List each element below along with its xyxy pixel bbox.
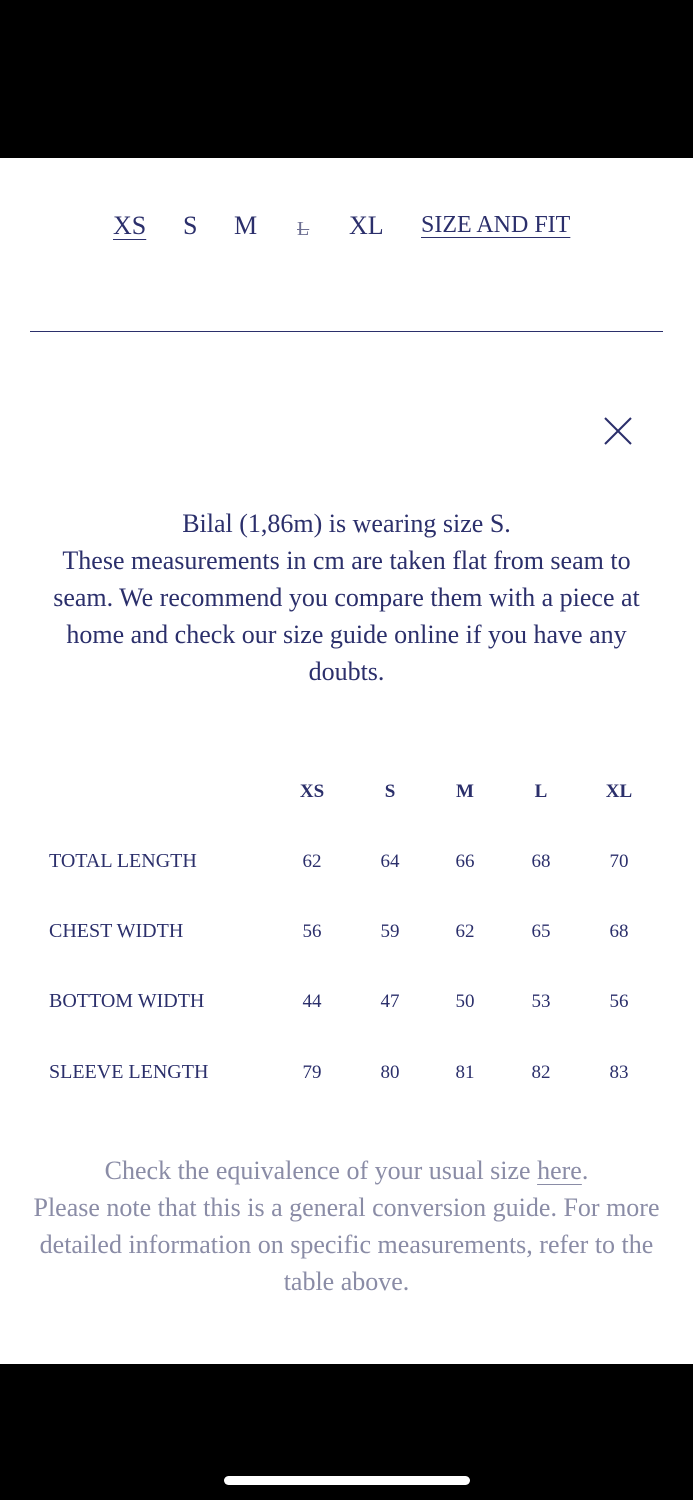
table-cell: 81 xyxy=(455,1062,475,1083)
table-cell: 53 xyxy=(531,991,551,1012)
table-cell: 68 xyxy=(609,921,629,942)
table-cell: 47 xyxy=(380,991,400,1012)
row-label-sleeve-length: SLEEVE LENGTH xyxy=(49,1061,209,1083)
close-icon xyxy=(602,415,634,447)
table-header-l: L xyxy=(534,781,548,802)
table-header-s: S xyxy=(384,781,396,802)
equivalence-text: Check the equivalence of your usual size xyxy=(104,1156,538,1185)
table-header-xs: XS xyxy=(299,781,325,802)
size-option-l[interactable]: L xyxy=(297,218,310,240)
table-cell: 68 xyxy=(531,851,551,872)
size-option-xl[interactable]: XL xyxy=(349,211,384,240)
table-cell: 56 xyxy=(609,991,629,1012)
table-cell: 82 xyxy=(531,1062,551,1083)
size-option-m[interactable]: M xyxy=(234,211,258,240)
table-cell: 70 xyxy=(609,851,629,872)
conversion-guide-text: Please note that this is a general conversion guide. For more detailed information on specific measurements, refer to the table above. xyxy=(33,1193,660,1296)
home-indicator[interactable] xyxy=(224,1476,470,1485)
row-label-chest-width: CHEST WIDTH xyxy=(49,920,184,942)
table-cell: 59 xyxy=(380,921,400,942)
size-selector xyxy=(0,210,693,244)
table-cell: 56 xyxy=(302,921,322,942)
table-cell: 79 xyxy=(302,1062,322,1083)
close-button[interactable] xyxy=(602,415,634,447)
divider xyxy=(30,331,663,332)
table-cell: 44 xyxy=(302,991,322,1012)
table-header-xl: XL xyxy=(605,781,633,802)
table-cell: 62 xyxy=(455,921,475,942)
table-cell: 65 xyxy=(531,921,551,942)
here-link[interactable]: here xyxy=(537,1156,582,1185)
size-option-xs[interactable]: XS xyxy=(113,211,147,240)
table-cell: 64 xyxy=(380,851,400,872)
model-info: Bilal (1,86m) is wearing size S. xyxy=(182,509,511,538)
table-header-m: M xyxy=(456,781,474,802)
conversion-note xyxy=(30,1152,663,1300)
fit-description xyxy=(40,505,653,690)
table-cell: 66 xyxy=(455,851,475,872)
row-label-bottom-width: BOTTOM WIDTH xyxy=(49,990,205,1012)
size-and-fit-link[interactable]: SIZE AND FIT xyxy=(421,212,571,238)
size-option-s[interactable]: S xyxy=(183,211,198,240)
table-cell: 50 xyxy=(455,991,475,1012)
equivalence-period: . xyxy=(581,1156,589,1185)
table-cell: 80 xyxy=(380,1062,400,1083)
table-cell: 83 xyxy=(609,1062,629,1083)
equivalence-line xyxy=(30,1152,663,1189)
measurement-note: These measurements in cm are taken flat from seam to seam. We recommend you compare them with a piece at home and check our size guide online if you have any doubts. xyxy=(53,546,640,686)
table-cell: 62 xyxy=(302,851,322,872)
row-label-total-length: TOTAL LENGTH xyxy=(49,850,197,872)
status-bar-area xyxy=(0,0,693,158)
